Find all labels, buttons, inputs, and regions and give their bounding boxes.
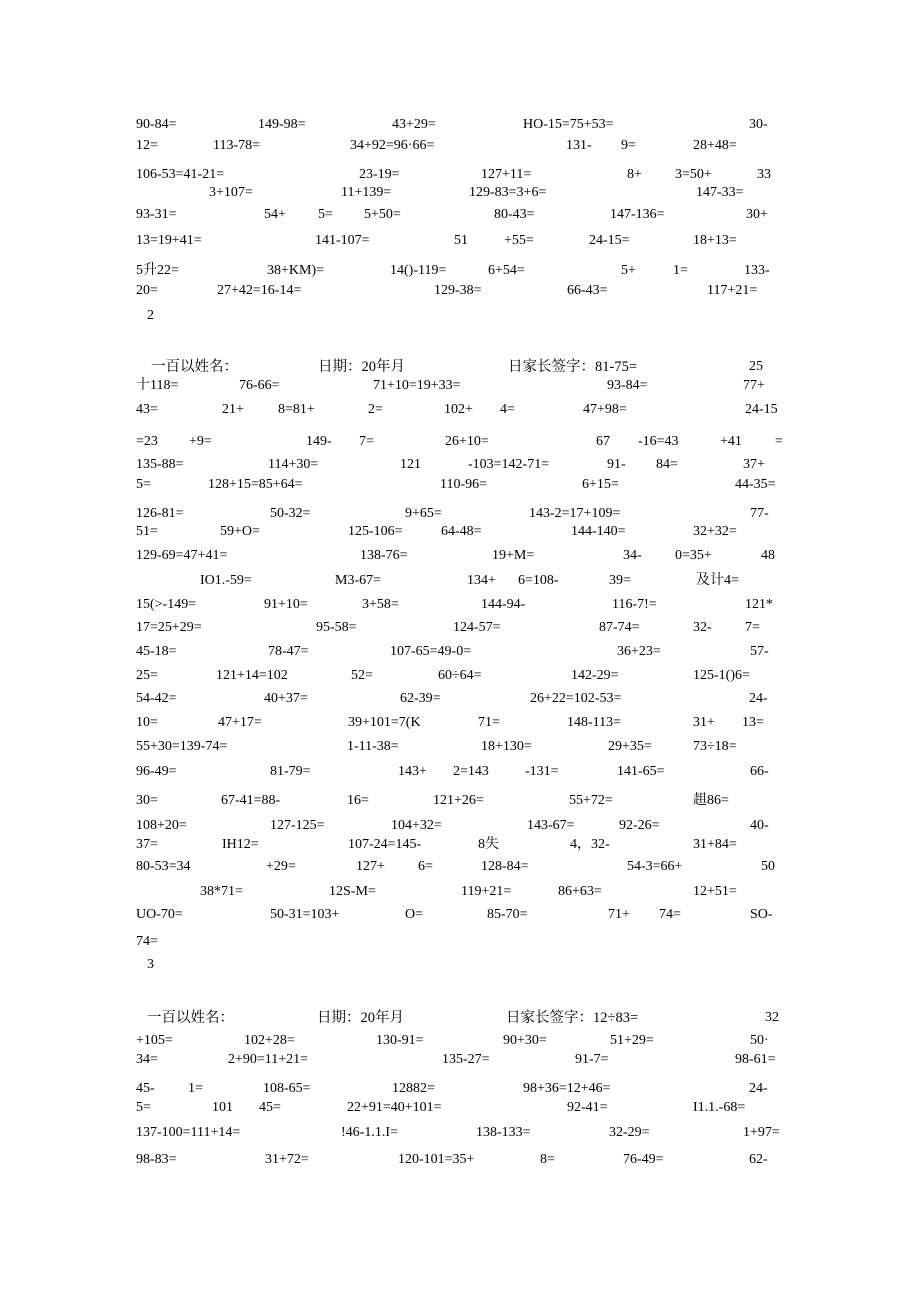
worksheet-text: 134+ [467, 573, 496, 588]
worksheet-text: 50-31=103+ [270, 907, 340, 922]
worksheet-text: 40- [750, 818, 769, 833]
worksheet-text: 129-69=47+41= [136, 548, 228, 563]
date-label: 日期：20年月 [317, 1010, 404, 1026]
worksheet-text: 67-41=88- [221, 793, 281, 808]
worksheet-text: 110-96= [440, 477, 488, 492]
text-line [0, 476, 920, 496]
worksheet-text: 7= [745, 620, 760, 635]
worksheet-text: 45- [136, 1081, 155, 1096]
worksheet-text: 143+ [398, 764, 427, 779]
worksheet-text: +55= [504, 233, 534, 248]
worksheet-text: 15(>-149= [136, 597, 197, 612]
text-line [0, 572, 920, 592]
worksheet-text: 116-7!= [612, 597, 657, 612]
worksheet-text: 26+22=102-53= [530, 691, 622, 706]
worksheet-text: 144-94- [481, 597, 526, 612]
worksheet-text: 121 [400, 457, 421, 472]
text-line [0, 596, 920, 616]
worksheet-text: 67 [596, 434, 610, 449]
worksheet-text: 34+92=96·66= [350, 138, 435, 153]
worksheet-text: 128-84= [481, 859, 529, 874]
worksheet-text: 30+ [746, 207, 768, 222]
worksheet-text: 31+ [693, 715, 715, 730]
worksheet-header-line [0, 358, 920, 378]
worksheet-text: 76-66= [239, 378, 280, 393]
worksheet-text: 11+139= [341, 185, 392, 200]
worksheet-text: 71= [478, 715, 500, 730]
worksheet-text: 141-107= [315, 233, 370, 248]
worksheet-text: 149- [306, 434, 332, 449]
worksheet-text: 20= [136, 283, 158, 298]
worksheet-text: 10= [136, 715, 158, 730]
worksheet-text: 143-67= [527, 818, 575, 833]
worksheet-text: 86+63= [558, 884, 602, 899]
page-number: 2 [147, 308, 154, 323]
worksheet-text: 25 [749, 359, 763, 374]
worksheet-text: 12+51= [693, 884, 737, 899]
text-line [0, 1032, 920, 1052]
worksheet-text: 74= [136, 934, 158, 949]
worksheet-text: 78-47= [268, 644, 309, 659]
worksheet-text: 108+20= [136, 818, 187, 833]
worksheet-text: 138-133= [476, 1125, 531, 1140]
worksheet-text: 8= [540, 1152, 555, 1167]
worksheet-text: 84= [656, 457, 678, 472]
text-line [0, 456, 920, 476]
worksheet-text: +9= [189, 434, 212, 449]
worksheet-text: 131- [566, 138, 592, 153]
text-line [0, 643, 920, 663]
worksheet-text: 2= [368, 402, 383, 417]
worksheet-text: 趄86= [693, 793, 729, 808]
worksheet-text: 126-81= [136, 506, 184, 521]
worksheet-text: 45-18= [136, 644, 177, 659]
text-line [0, 1124, 920, 1144]
worksheet-text: 24- [749, 691, 768, 706]
worksheet-text: 13=19+41= [136, 233, 202, 248]
page-number: 3 [147, 957, 154, 972]
worksheet-text: 135-27= [442, 1052, 490, 1067]
worksheet-text: 24-15= [589, 233, 630, 248]
worksheet-text: 22+91=40+101= [347, 1100, 442, 1115]
worksheet-text: 121+14=102 [216, 668, 288, 683]
name-label: 一百以姓名： [147, 1010, 234, 1026]
worksheet-text: 148-113= [567, 715, 622, 730]
worksheet-text: 39+101=7(K [348, 715, 421, 730]
worksheet-text: 5+ [621, 263, 636, 278]
worksheet-text: +29= [266, 859, 296, 874]
worksheet-text: 4= [500, 402, 515, 417]
worksheet-text: 143-2=17+109= [529, 506, 621, 521]
worksheet-text: 108-65= [263, 1081, 311, 1096]
worksheet-text: 125-1()6= [693, 668, 750, 683]
worksheet-text: 64-48= [441, 524, 482, 539]
worksheet-text: 31+84= [693, 837, 737, 852]
worksheet-text: O= [405, 907, 424, 922]
worksheet-text: 27+42=16-14= [217, 283, 302, 298]
worksheet-text: 121+26= [433, 793, 484, 808]
text-line [0, 307, 920, 327]
worksheet-text: 33 [757, 167, 771, 182]
worksheet-text: 54+ [264, 207, 286, 222]
text-line [0, 505, 920, 525]
text-line [0, 933, 920, 953]
worksheet-text: 98-61= [735, 1052, 776, 1067]
worksheet-text: !46-1.1.I= [341, 1125, 398, 1140]
worksheet-text: 16= [347, 793, 369, 808]
worksheet-text: 2+90=11+21= [228, 1052, 309, 1067]
worksheet-text: 50 [761, 859, 775, 874]
worksheet-text: 77- [750, 506, 769, 521]
worksheet-text: 90-84= [136, 117, 177, 132]
worksheet-header-line [0, 1009, 920, 1029]
worksheet-text: 113-78= [213, 138, 261, 153]
worksheet-text: +105= [136, 1033, 173, 1048]
worksheet-text: 54-42= [136, 691, 177, 706]
worksheet-text: UO-70= [136, 907, 183, 922]
worksheet-text: 130-91= [376, 1033, 424, 1048]
worksheet-text: 76-49= [623, 1152, 664, 1167]
worksheet-text: 129-83=3+6= [469, 185, 547, 200]
worksheet-text: 80-53=34 [136, 859, 191, 874]
worksheet-text: 93-31= [136, 207, 177, 222]
text-line [0, 401, 920, 421]
worksheet-text: 32 [765, 1010, 779, 1025]
text-line [0, 116, 920, 136]
worksheet-text: 43= [136, 402, 158, 417]
worksheet-text: 31+72= [265, 1152, 309, 1167]
worksheet-text: 32+32= [693, 524, 737, 539]
worksheet-text: 21+ [222, 402, 244, 417]
worksheet-text: 138-76= [360, 548, 408, 563]
worksheet-text: 36+23= [617, 644, 661, 659]
text-line [0, 817, 920, 837]
worksheet-text: 92-41= [567, 1100, 608, 1115]
worksheet-text: 19+M= [492, 548, 535, 563]
worksheet-text: 1= [188, 1081, 203, 1096]
worksheet-text: 92-26= [619, 818, 660, 833]
worksheet-text: 114+30= [268, 457, 319, 472]
worksheet-text: 106-53=41-21= [136, 167, 225, 182]
worksheet-text: 101 [212, 1100, 233, 1115]
worksheet-text: 85-70= [487, 907, 528, 922]
worksheet-text: 0=35+ [675, 548, 712, 563]
worksheet-text: 59+O= [220, 524, 260, 539]
worksheet-text: 45= [259, 1100, 281, 1115]
worksheet-text: 144-140= [571, 524, 626, 539]
worksheet-text: 18+13= [693, 233, 737, 248]
worksheet-text: 34- [623, 548, 642, 563]
text-line [0, 858, 920, 878]
worksheet-text: = [775, 434, 783, 449]
worksheet-text: 8=81+ [278, 402, 315, 417]
worksheet-text: 102+ [444, 402, 473, 417]
worksheet-text: 127-125= [270, 818, 325, 833]
worksheet-text: 55+72= [569, 793, 613, 808]
text-line [0, 667, 920, 687]
worksheet-text: 60÷64= [438, 668, 482, 683]
worksheet-text: 24- [749, 1081, 768, 1096]
worksheet-text: 44-35= [735, 477, 776, 492]
worksheet-text: 12882= [392, 1081, 435, 1096]
worksheet-text: 13= [742, 715, 764, 730]
worksheet-text: 54-3=66+ [627, 859, 683, 874]
worksheet-text: 37= [136, 837, 158, 852]
worksheet-text: 12S-M= [329, 884, 376, 899]
worksheet-text: 90+30= [503, 1033, 547, 1048]
worksheet-text: 50· [750, 1033, 769, 1048]
worksheet-text: 48 [761, 548, 775, 563]
text-line [0, 1080, 920, 1100]
text-line [0, 282, 920, 302]
worksheet-text: 107-24=145- [348, 837, 422, 852]
worksheet-text: 135-88= [136, 457, 184, 472]
worksheet-text: 5= [136, 1100, 151, 1115]
text-line [0, 763, 920, 783]
worksheet-text: 66- [750, 764, 769, 779]
worksheet-text: 30- [749, 117, 768, 132]
worksheet-text: 23-19= [359, 167, 400, 182]
worksheet-text: 3=50+ [675, 167, 712, 182]
worksheet-text: 77+ [743, 378, 765, 393]
worksheet-text: 121* [745, 597, 773, 612]
text-line [0, 262, 920, 282]
worksheet-text: 81-79= [270, 764, 311, 779]
worksheet-text: 5+50= [364, 207, 401, 222]
worksheet-text: 98-83= [136, 1152, 177, 1167]
worksheet-text: 43+29= [392, 117, 436, 132]
worksheet-text: 127+11= [481, 167, 532, 182]
worksheet-text: 129-38= [434, 283, 482, 298]
worksheet-text: IO1.-59= [200, 573, 252, 588]
text-line [0, 738, 920, 758]
worksheet-text: -103=142-71= [468, 457, 550, 472]
date-label: 日期：20年月 [318, 359, 405, 375]
worksheet-text: 80-43= [494, 207, 535, 222]
worksheet-text: 7= [359, 434, 374, 449]
name-label: 一百以姓名： [151, 359, 238, 375]
worksheet-text: 8+ [627, 167, 642, 182]
worksheet-text: 2=143 [453, 764, 489, 779]
worksheet-text: 104+32= [391, 818, 442, 833]
text-line [0, 1099, 920, 1119]
worksheet-text: 117+21= [707, 283, 758, 298]
worksheet-text: 25= [136, 668, 158, 683]
text-line [0, 1051, 920, 1071]
worksheet-text: 17=25+29= [136, 620, 202, 635]
worksheet-text: 137-100=111+14= [136, 1125, 241, 1140]
worksheet-text: 3+107= [209, 185, 253, 200]
worksheet-text: 32-29= [609, 1125, 650, 1140]
worksheet-text: 6=108- [518, 573, 559, 588]
worksheet-text: 57- [750, 644, 769, 659]
text-line [0, 137, 920, 157]
worksheet-text: 142-29= [571, 668, 619, 683]
worksheet-text: 93-84= [607, 378, 648, 393]
worksheet-text: 51+29= [610, 1033, 654, 1048]
worksheet-text: 24-15 [745, 402, 778, 417]
worksheet-text: 34= [136, 1052, 158, 1067]
text-line [0, 232, 920, 252]
text-line [0, 690, 920, 710]
worksheet-text: 119+21= [461, 884, 512, 899]
worksheet-text: 62-39= [400, 691, 441, 706]
worksheet-text: 47+17= [218, 715, 262, 730]
worksheet-text: 51 [454, 233, 468, 248]
worksheet-text: 1= [673, 263, 688, 278]
worksheet-text: 29+35= [608, 739, 652, 754]
worksheet-text: 51= [136, 524, 158, 539]
worksheet-text: 141-65= [617, 764, 665, 779]
worksheet-text: 18+130= [481, 739, 532, 754]
worksheet-text: =23 [136, 434, 158, 449]
text-line [0, 792, 920, 812]
worksheet-text: 128+15=85+64= [208, 477, 303, 492]
worksheet-text: 9+65= [405, 506, 442, 521]
worksheet-text: 8失 [478, 837, 499, 852]
text-line [0, 523, 920, 543]
text-line [0, 1151, 920, 1171]
worksheet-text: HO-15=75+53= [523, 117, 614, 132]
text-line [0, 883, 920, 903]
worksheet-text: 6+54= [488, 263, 525, 278]
text-line [0, 906, 920, 926]
worksheet-text: -16=43 [638, 434, 679, 449]
worksheet-text: 124-57= [453, 620, 501, 635]
worksheet-text: 5升22= [136, 263, 179, 278]
worksheet-text: 96-49= [136, 764, 177, 779]
worksheet-text: 133- [744, 263, 770, 278]
worksheet-text: 37+ [743, 457, 765, 472]
text-line [0, 836, 920, 856]
worksheet-text: IH12= [222, 837, 259, 852]
worksheet-text: 40+37= [264, 691, 308, 706]
worksheet-text: 5= [318, 207, 333, 222]
worksheet-text: 91+10= [264, 597, 308, 612]
text-line [0, 206, 920, 226]
worksheet-text: 1+97= [743, 1125, 780, 1140]
text-line [0, 377, 920, 397]
worksheet-text: 125-106= [348, 524, 403, 539]
worksheet-text: +41 [720, 434, 742, 449]
worksheet-text: -131= [525, 764, 559, 779]
worksheet-text: 1-11-38= [347, 739, 399, 754]
worksheet-text: 98+36=12+46= [523, 1081, 611, 1096]
worksheet-text: 62- [749, 1152, 768, 1167]
worksheet-text: 十118= [136, 378, 179, 393]
worksheet-text: 95-58= [316, 620, 357, 635]
worksheet-text: 14()-119= [390, 263, 447, 278]
worksheet-text: 91-7= [575, 1052, 609, 1067]
worksheet-text: SO- [750, 907, 773, 922]
worksheet-text: 50-32= [270, 506, 311, 521]
worksheet-text: 38+KM)= [267, 263, 325, 278]
worksheet-text: 28+48= [693, 138, 737, 153]
text-line [0, 956, 920, 976]
worksheet-text: 102+28= [244, 1033, 295, 1048]
worksheet-text: 及计4= [696, 573, 739, 588]
worksheet-text: 71+10=19+33= [373, 378, 461, 393]
text-line [0, 184, 920, 204]
parent-signature-label: 日家长签字：12÷83= [506, 1010, 639, 1026]
worksheet-text: 147-33= [696, 185, 744, 200]
text-line [0, 714, 920, 734]
worksheet-text: 74= [659, 907, 681, 922]
worksheet-text: 107-65=49-0= [390, 644, 472, 659]
worksheet-text: 32- [693, 620, 712, 635]
worksheet-text: 66-43= [567, 283, 608, 298]
text-line [0, 166, 920, 186]
worksheet-text: 120-101=35+ [398, 1152, 475, 1167]
worksheet-text: 3+58= [362, 597, 399, 612]
worksheet-text: 55+30=139-74= [136, 739, 228, 754]
worksheet-text: 73÷18= [693, 739, 737, 754]
text-line [0, 619, 920, 639]
text-line [0, 433, 920, 453]
worksheet-text: 127+ [356, 859, 385, 874]
worksheet-text: 147-136= [610, 207, 665, 222]
worksheet-text: 9= [621, 138, 636, 153]
worksheet-text: 6+15= [582, 477, 619, 492]
worksheet-text: 38*71= [200, 884, 243, 899]
worksheet-text: 26+10= [445, 434, 489, 449]
worksheet-text: 4，32- [570, 837, 610, 852]
text-line [0, 547, 920, 567]
worksheet-text: 87-74= [599, 620, 640, 635]
worksheet-text: 149-98= [258, 117, 306, 132]
worksheet-text: 52= [351, 668, 373, 683]
worksheet-text: 6= [418, 859, 433, 874]
worksheet-text: 39= [609, 573, 631, 588]
worksheet-text: 91- [607, 457, 626, 472]
worksheet-text: 71+ [608, 907, 630, 922]
worksheet-text: I1.1.-68= [693, 1100, 746, 1115]
worksheet-text: 5= [136, 477, 151, 492]
worksheet-text: 47+98= [583, 402, 627, 417]
parent-signature-label: 日家长签字：81-75= [508, 359, 638, 375]
worksheet-text: 30= [136, 793, 158, 808]
worksheet-text: 12= [136, 138, 158, 153]
worksheet-text: M3-67= [335, 573, 382, 588]
